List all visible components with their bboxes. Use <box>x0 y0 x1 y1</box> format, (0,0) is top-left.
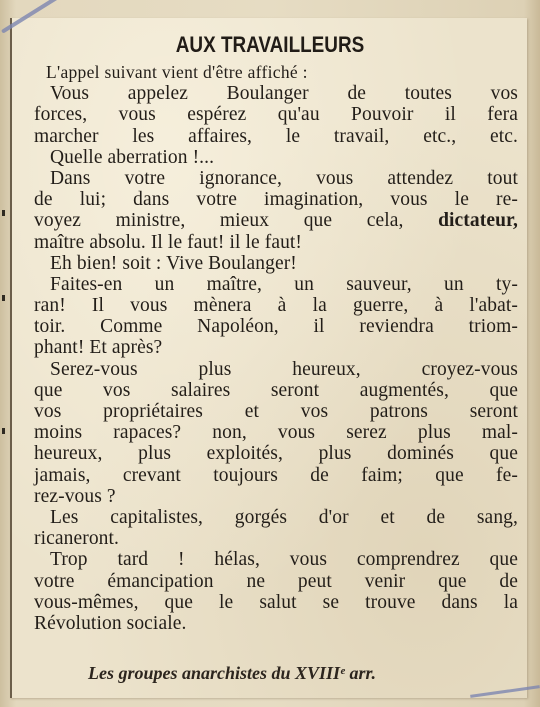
text-line: jamais, crevant toujours de faim; que fe- <box>34 464 518 486</box>
article-title: AUX TRAVAILLEURS <box>175 32 365 57</box>
text-line: Vous appelez Boulanger de toutes vos <box>50 83 518 105</box>
text-line: Faites-en un maître, un sauveur, un ty- <box>50 273 518 295</box>
text-line: Révolution sociale. <box>34 612 187 634</box>
signature-line: Les groupes anarchistes du XVIIIᵉ arr. <box>88 663 377 683</box>
edge-mark <box>2 428 5 434</box>
text-line: Serez-vous plus heureux, croyez-vous <box>50 358 518 380</box>
text-line: moins rapaces? non, vous serez plus mal- <box>34 422 518 444</box>
text-line: heureux, plus exploités, plus dominés que <box>34 443 518 465</box>
text-line: ricaneront. <box>34 528 120 550</box>
text-line: rez-vous ? <box>34 485 116 507</box>
intro-line: L'appel suivant vient d'être affiché : <box>46 62 308 82</box>
edge-mark <box>2 295 5 301</box>
article-body <box>34 62 518 634</box>
text-line: Eh bien! soit : Vive Boulanger! <box>50 252 297 274</box>
text-line: que vos salaires seront augmentés, que <box>34 379 518 401</box>
text-line: Quelle aberration !... <box>50 146 215 168</box>
text-line: Trop tard ! hélas, vous comprendrez que <box>50 549 518 571</box>
text-line: vos propriétaires et vos patrons seront <box>34 401 518 422</box>
text-line: toir. Comme Napoléon, il reviendra triom- <box>34 316 518 338</box>
text-line: ran! Il vous mènera à la guerre, à l'abat- <box>34 295 518 317</box>
text-line <box>34 210 518 231</box>
text-fragment: voyez ministre, mieux que cela, <box>34 210 404 232</box>
bold-word: dictateur, <box>438 210 518 232</box>
text-line: marcher les affaires, le travail, etc., etc. <box>34 125 518 147</box>
text-line: forces, vous espérez qu'au Pouvoir il fera <box>34 104 518 126</box>
text-line: Les capitalistes, gorgés d'or et de sang, <box>50 506 518 528</box>
text-line: votre émancipation ne peut venir que de <box>34 570 518 592</box>
text-line: phant! Et après? <box>34 337 163 359</box>
text-line: de lui; dans votre imagination, vous le re- <box>34 189 518 211</box>
text-line: maître absolu. Il le faut! il le faut! <box>34 231 303 253</box>
edge-mark <box>2 210 5 216</box>
text-line: vous-mêmes, que le salut se trouve dans la <box>34 591 518 613</box>
text-line: Dans votre ignorance, vous attendez tout <box>50 167 518 189</box>
